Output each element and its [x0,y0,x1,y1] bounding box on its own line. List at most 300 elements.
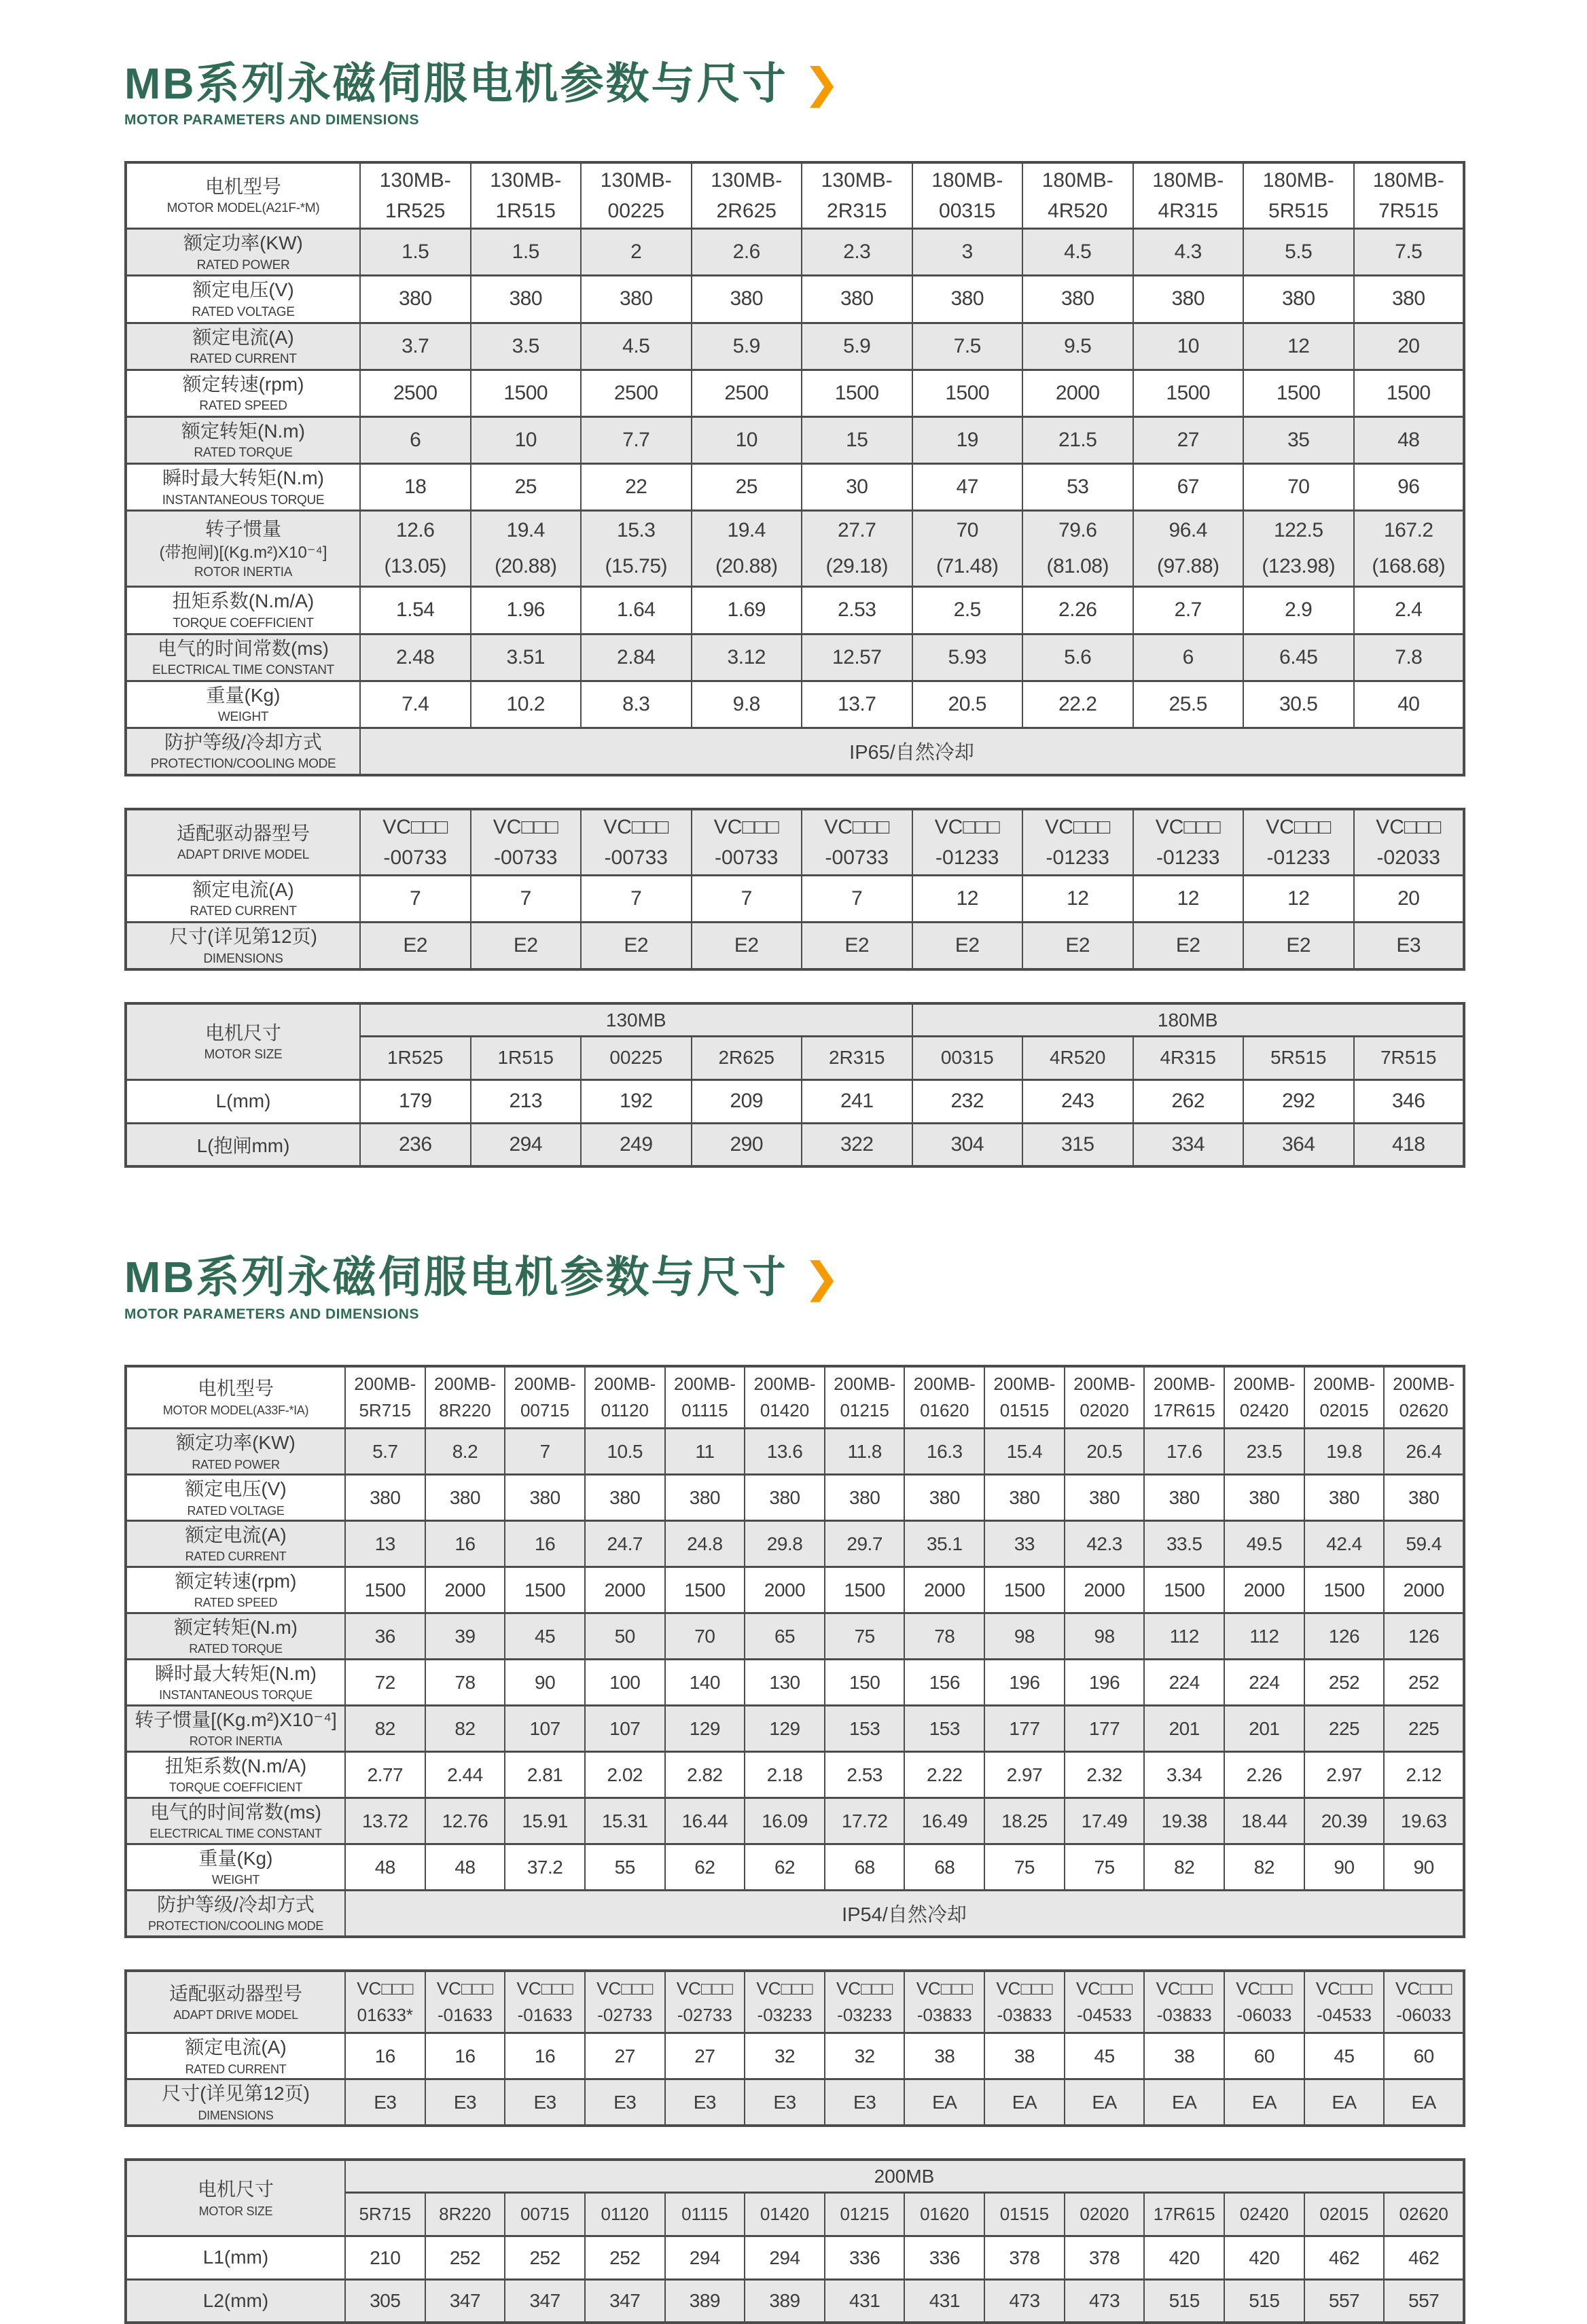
table-cell: 380 [802,276,912,323]
table-cell: 29.8 [745,1521,825,1567]
table-cell: 48 [1354,416,1465,463]
table-row [126,1660,1464,1706]
table-cell: 33 [984,1521,1065,1567]
row-label: 额定功率(KW) RATED POWER [126,1429,345,1475]
column-header: VC□□□ -01633 [505,1971,585,2033]
table-cell: 75 [1065,1844,1145,1890]
table-cell: 60 [1384,2033,1464,2079]
column-header: 01515 [984,2192,1065,2236]
table-cell: 5.9 [802,323,912,370]
column-header: VC□□□ -02733 [585,1971,665,2033]
table-cell: 38 [984,2033,1065,2079]
table-cell: 1500 [1243,370,1354,416]
table-cell: 122.5 (123.98) [1243,511,1354,587]
table-cell: 18.44 [1224,1798,1304,1844]
table-cell: 4.5 [581,323,692,370]
table-cell: 16 [345,2033,425,2079]
column-header: 200MB- 01515 [984,1366,1065,1429]
row-label: 扭矩系数(N.m/A) TORQUE COEFFICIENT [126,1752,345,1798]
table-cell: 90 [1304,1844,1385,1890]
table-cell: 45 [1304,2033,1385,2079]
table-cell: 334 [1133,1123,1244,1166]
table-cell: 179 [360,1079,471,1123]
table-cell: 2000 [745,1567,825,1613]
motor-params-table-1 [124,161,1465,776]
table-cell: 24.7 [585,1521,665,1567]
column-header: VC□□□ -00733 [581,809,692,876]
table-cell: 252 [1304,1660,1385,1706]
table-cell: 12 [1133,876,1244,923]
table-cell: 304 [912,1123,1023,1166]
table-cell: E3 [1354,923,1465,970]
column-header: 200MB- 17R615 [1144,1366,1224,1429]
data-table [124,1969,1465,2127]
table-cell: 17.72 [825,1798,905,1844]
table-cell: 380 [505,1475,585,1521]
table-cell: 1.5 [471,229,582,276]
table-cell: 380 [904,1475,984,1521]
table-cell: 2.77 [345,1752,425,1798]
table-cell: 3.7 [360,323,471,370]
table-cell: 262 [1133,1079,1244,1123]
table-cell: 1500 [912,370,1023,416]
table-cell: 2.7 [1133,587,1244,634]
table-cell: 17.49 [1065,1798,1145,1844]
row-label: 额定电压(V) RATED VOLTAGE [126,276,360,323]
table-cell: 67 [1133,464,1244,511]
column-header: 200MB- 5R715 [345,1366,425,1429]
table-cell: 2.44 [425,1752,505,1798]
table-row [126,587,1464,634]
motor-size-table-1 [124,1002,1465,1168]
table-cell: 9.8 [692,681,802,728]
row-label: 防护等级/冷却方式 PROTECTION/COOLING MODE [126,728,360,775]
column-header: VC□□□ -04533 [1065,1971,1145,2033]
table-cell: 2.81 [505,1752,585,1798]
column-header: 200MB- 00715 [505,1366,585,1429]
table-cell: 96.4 (97.88) [1133,511,1244,587]
column-header: 130MB- 2R625 [692,162,802,229]
table-cell: 5.93 [912,634,1023,681]
table-cell: 2500 [360,370,471,416]
table-cell: 2.26 [1224,1752,1304,1798]
table-cell: 82 [1224,1844,1304,1890]
table-cell: 294 [745,2236,825,2279]
table-cell: 70 (71.48) [912,511,1023,587]
table-cell: 50 [585,1613,665,1660]
table-cell: 5.7 [345,1429,425,1475]
table-cell: 22.2 [1022,681,1133,728]
table-cell: 55 [585,1844,665,1890]
table-cell: 36 [345,1613,425,1660]
column-header: VC□□□ -06033 [1384,1971,1464,2033]
table-cell: E2 [912,923,1023,970]
table-row [126,1521,1464,1567]
table-cell: 1500 [1354,370,1465,416]
row-label: 瞬时最大转矩(N.m) INSTANTANEOUS TORQUE [126,1660,345,1706]
column-header: 02420 [1224,2192,1304,2236]
row-label: 瞬时最大转矩(N.m) INSTANTANEOUS TORQUE [126,464,360,511]
table-cell: 431 [904,2279,984,2323]
table-cell: 4.5 [1022,229,1133,276]
table-cell: 150 [825,1660,905,1706]
table-cell: 2500 [692,370,802,416]
table-cell: 156 [904,1660,984,1706]
table-cell: 12 [912,876,1023,923]
table-cell: 15.31 [585,1798,665,1844]
table-cell: 2000 [425,1567,505,1613]
row-label: 扭矩系数(N.m/A) TORQUE COEFFICIENT [126,587,360,634]
table-cell: 473 [984,2279,1065,2323]
table-cell: 75 [984,1844,1065,1890]
section-1-title [124,61,1465,107]
table-cell: 68 [904,1844,984,1890]
table-cell: 1500 [1144,1567,1224,1613]
table-cell: 196 [984,1660,1065,1706]
column-header: 180MB- 00315 [912,162,1023,229]
table-cell: EA [1065,2079,1145,2126]
column-header: VC□□□ -02733 [665,1971,745,2033]
table-cell: 201 [1224,1706,1304,1752]
row-label: 电机尺寸 MOTOR SIZE [126,2160,345,2236]
table-cell: EA [1224,2079,1304,2126]
column-header: 180MB- 4R315 [1133,162,1244,229]
table-cell: 90 [505,1660,585,1706]
table-cell: 130 [745,1660,825,1706]
column-header: VC□□□ -01633 [425,1971,505,2033]
data-table [124,161,1465,776]
table-cell: 177 [984,1706,1065,1752]
row-label: 电机型号 MOTOR MODEL(A21F-*M) [126,162,360,229]
table-row [126,2236,1464,2279]
table-cell: 420 [1144,2236,1224,2279]
table-span-cell: IP54/自然冷却 [345,1890,1464,1936]
table-cell: 30.5 [1243,681,1354,728]
column-group-header: 200MB [345,2160,1464,2192]
table-cell: 557 [1384,2279,1464,2323]
table-cell: 59.4 [1384,1521,1464,1567]
table-cell: 347 [585,2279,665,2323]
table-cell: 7 [692,876,802,923]
column-header: 200MB- 8R220 [425,1366,505,1429]
column-header: VC□□□ -01233 [912,809,1023,876]
row-label: 额定电压(V) RATED VOLTAGE [126,1475,345,1521]
table-cell: 107 [585,1706,665,1752]
table-cell: 380 [984,1475,1065,1521]
column-header: VC□□□ -01233 [1022,809,1133,876]
table-cell: 78 [904,1613,984,1660]
row-label: 额定转矩(N.m) RATED TORQUE [126,416,360,463]
table-cell: 17.6 [1144,1429,1224,1475]
table-cell: 3.12 [692,634,802,681]
table-cell: 380 [1304,1475,1385,1521]
table-cell: 10.2 [471,681,582,728]
column-header: 200MB- 01120 [585,1366,665,1429]
table-cell: 236 [360,1123,471,1166]
table-cell: 431 [825,2279,905,2323]
table-cell: 15.91 [505,1798,585,1844]
table-cell: 20.5 [912,681,1023,728]
table-cell: 2.4 [1354,587,1465,634]
table-cell: 201 [1144,1706,1224,1752]
table-row [126,511,1464,587]
table-cell: 82 [1144,1844,1224,1890]
table-cell: 25 [471,464,582,511]
column-header: 200MB- 01215 [825,1366,905,1429]
section-2-title [124,1255,1465,1300]
table-cell: 380 [825,1475,905,1521]
table-cell: 1500 [1304,1567,1385,1613]
table-cell: 38 [904,2033,984,2079]
table-cell: 65 [745,1613,825,1660]
table-cell: 82 [425,1706,505,1752]
table-cell: 18.25 [984,1798,1065,1844]
table-cell: 1.69 [692,587,802,634]
table-cell: E2 [1133,923,1244,970]
table-cell: 2.3 [802,229,912,276]
table-cell: 12 [1243,876,1354,923]
table-cell: 5.9 [692,323,802,370]
table-cell: 224 [1224,1660,1304,1706]
table-cell: 294 [665,2236,745,2279]
table-cell: 32 [825,2033,905,2079]
table-cell: 7.8 [1354,634,1465,681]
table-row [126,728,1464,775]
table-cell: 82 [345,1706,425,1752]
adapt-drive-table-1 [124,808,1465,971]
table-cell: 515 [1224,2279,1304,2323]
table-cell: 7 [360,876,471,923]
table-cell: 10 [692,416,802,463]
table-cell: 2.9 [1243,587,1354,634]
column-header: VC□□□ -01233 [1133,809,1244,876]
table-cell: 1500 [802,370,912,416]
column-header: 200MB- 02420 [1224,1366,1304,1429]
row-label: 转子惯量 (带抱闸)[(Kg.m²)X10⁻⁴] ROTOR INERTIA [126,511,360,587]
table-row [126,1706,1464,1752]
column-header: 200MB- 02015 [1304,1366,1385,1429]
table-cell: 129 [745,1706,825,1752]
table-cell: 48 [425,1844,505,1890]
table-cell: 42.3 [1065,1521,1145,1567]
chevron-right-icon: ❯ [802,59,842,107]
column-header: 2R315 [802,1036,912,1079]
table-cell: 2.12 [1384,1752,1464,1798]
table-cell: 177 [1065,1706,1145,1752]
section-2-subtitle: MOTOR PARAMETERS AND DIMENSIONS [124,1306,419,1322]
table-cell: 2.6 [692,229,802,276]
table-cell: 2.82 [665,1752,745,1798]
column-group-header: 130MB [360,1003,912,1036]
table-cell: E3 [825,2079,905,2126]
table-cell: 4.3 [1133,229,1244,276]
column-header: 200MB- 01620 [904,1366,984,1429]
table-cell: 380 [425,1475,505,1521]
table-cell: 6.45 [1243,634,1354,681]
table-header-row [126,162,1464,229]
table-row [126,1429,1464,1475]
table-row [126,464,1464,511]
table-cell: 11 [665,1429,745,1475]
table-cell: 12 [1022,876,1133,923]
table-cell: 62 [745,1844,825,1890]
table-cell: 2 [581,229,692,276]
column-header: 200MB- 02020 [1065,1366,1145,1429]
table-cell: 90 [1384,1844,1464,1890]
row-label: L(mm) [126,1079,360,1123]
table-cell: 2.84 [581,634,692,681]
table-cell: 2000 [1022,370,1133,416]
table-cell: 243 [1022,1079,1133,1123]
column-group-header: 180MB [912,1003,1465,1036]
table-cell: 20 [1354,323,1465,370]
table-cell: 2.97 [984,1752,1065,1798]
table-cell: 100 [585,1660,665,1706]
table-cell: 13 [345,1521,425,1567]
data-table [124,1365,1465,1938]
table-cell: 33.5 [1144,1521,1224,1567]
table-cell: E3 [425,2079,505,2126]
table-cell: 96 [1354,464,1465,511]
table-row [126,1752,1464,1798]
table-cell: 7.5 [912,323,1023,370]
table-header-row [126,1366,1464,1429]
table-cell: 19.4 (20.88) [692,511,802,587]
row-label: 额定功率(KW) RATED POWER [126,229,360,276]
table-cell: 2.53 [802,587,912,634]
table-cell: 153 [825,1706,905,1752]
row-label: 重量(Kg) WEIGHT [126,1844,345,1890]
table-row [126,681,1464,728]
section-2-title-text: MB系列永磁伺服电机参数与尺寸 [124,1253,788,1302]
table-cell: 364 [1243,1123,1354,1166]
table-cell: 16 [505,1521,585,1567]
row-label: 尺寸(详见第12页) DIMENSIONS [126,2079,345,2126]
section-1-title-block [124,61,1465,128]
table-cell: 322 [802,1123,912,1166]
table-cell: 27 [585,2033,665,2079]
table-cell: 2000 [904,1567,984,1613]
table-cell: 1500 [984,1567,1065,1613]
table-row [126,1844,1464,1890]
table-cell: 29.7 [825,1521,905,1567]
table-cell: 336 [904,2236,984,2279]
row-label: 尺寸(详见第12页) DIMENSIONS [126,923,360,970]
table-cell: E2 [360,923,471,970]
table-cell: 15.4 [984,1429,1065,1475]
table-cell: 107 [505,1706,585,1752]
table-cell: 18 [360,464,471,511]
table-cell: 10.5 [585,1429,665,1475]
row-label: L2(mm) [126,2279,345,2323]
table-cell: 32 [745,2033,825,2079]
table-cell: E3 [665,2079,745,2126]
table-cell: 48 [345,1844,425,1890]
table-row [126,923,1464,970]
table-cell: 3.51 [471,634,582,681]
table-cell: 126 [1304,1613,1385,1660]
table-cell: E2 [802,923,912,970]
table-cell: 2500 [581,370,692,416]
table-cell: 16 [425,1521,505,1567]
table-cell: 196 [1065,1660,1145,1706]
table-cell: 2000 [1224,1567,1304,1613]
row-label: 额定电流(A) RATED CURRENT [126,1521,345,1567]
table-cell: 7.5 [1354,229,1465,276]
table-cell: 380 [745,1475,825,1521]
table-header-row [126,1971,1464,2033]
table-cell: 75 [825,1613,905,1660]
table-row [126,1613,1464,1660]
table-cell: 380 [581,276,692,323]
table-cell: 11.8 [825,1429,905,1475]
row-label: 额定电流(A) RATED CURRENT [126,323,360,370]
column-header: 00715 [505,2192,585,2236]
table-cell: 25.5 [1133,681,1244,728]
table-cell: 13.72 [345,1798,425,1844]
table-row [126,2079,1464,2126]
column-header: 180MB- 5R515 [1243,162,1354,229]
table-cell: 225 [1384,1706,1464,1752]
table-cell: 12.6 (13.05) [360,511,471,587]
table-cell: 1500 [825,1567,905,1613]
row-label: 额定转速(rpm) RATED SPEED [126,1567,345,1613]
table-cell: 25 [692,464,802,511]
column-header: 1R525 [360,1036,471,1079]
table-cell: 378 [1065,2236,1145,2279]
motor-params-table-2 [124,1365,1465,1938]
table-cell: 98 [1065,1613,1145,1660]
table-row [126,1890,1464,1936]
table-cell: 129 [665,1706,745,1752]
table-cell: 2.18 [745,1752,825,1798]
table-cell: 7.4 [360,681,471,728]
table-cell: 380 [912,276,1023,323]
table-cell: 2.5 [912,587,1023,634]
table-cell: 16.44 [665,1798,745,1844]
table-cell: 19.4 (20.88) [471,511,582,587]
table-cell: E3 [345,2079,425,2126]
table-cell: 7 [802,876,912,923]
table-cell: 153 [904,1706,984,1752]
table-cell: 45 [1065,2033,1145,2079]
table-cell: 2000 [585,1567,665,1613]
table-cell: 112 [1144,1613,1224,1660]
table-cell: 23.5 [1224,1429,1304,1475]
table-cell: 78 [425,1660,505,1706]
column-header: VC□□□ -03833 [904,1971,984,2033]
table-cell: 7 [471,876,582,923]
table-cell: 7 [505,1429,585,1475]
table-cell: 19.63 [1384,1798,1464,1844]
adapt-drive-table-2 [124,1969,1465,2127]
size-header-group-row [126,2160,1464,2192]
column-header: 7R515 [1354,1036,1465,1079]
column-header: 200MB- 01420 [745,1366,825,1429]
table-cell: 35.1 [904,1521,984,1567]
table-cell: 98 [984,1613,1065,1660]
table-cell: 70 [665,1613,745,1660]
table-cell: 3 [912,229,1023,276]
table-cell: 1.54 [360,587,471,634]
column-header: 17R615 [1144,2192,1224,2236]
table-cell: E3 [745,2079,825,2126]
column-header: VC□□□ 01633* [345,1971,425,2033]
table-cell: 252 [585,2236,665,2279]
column-header: VC□□□ -02033 [1354,809,1465,876]
table-cell: 462 [1304,2236,1385,2279]
table-cell: 315 [1022,1123,1133,1166]
